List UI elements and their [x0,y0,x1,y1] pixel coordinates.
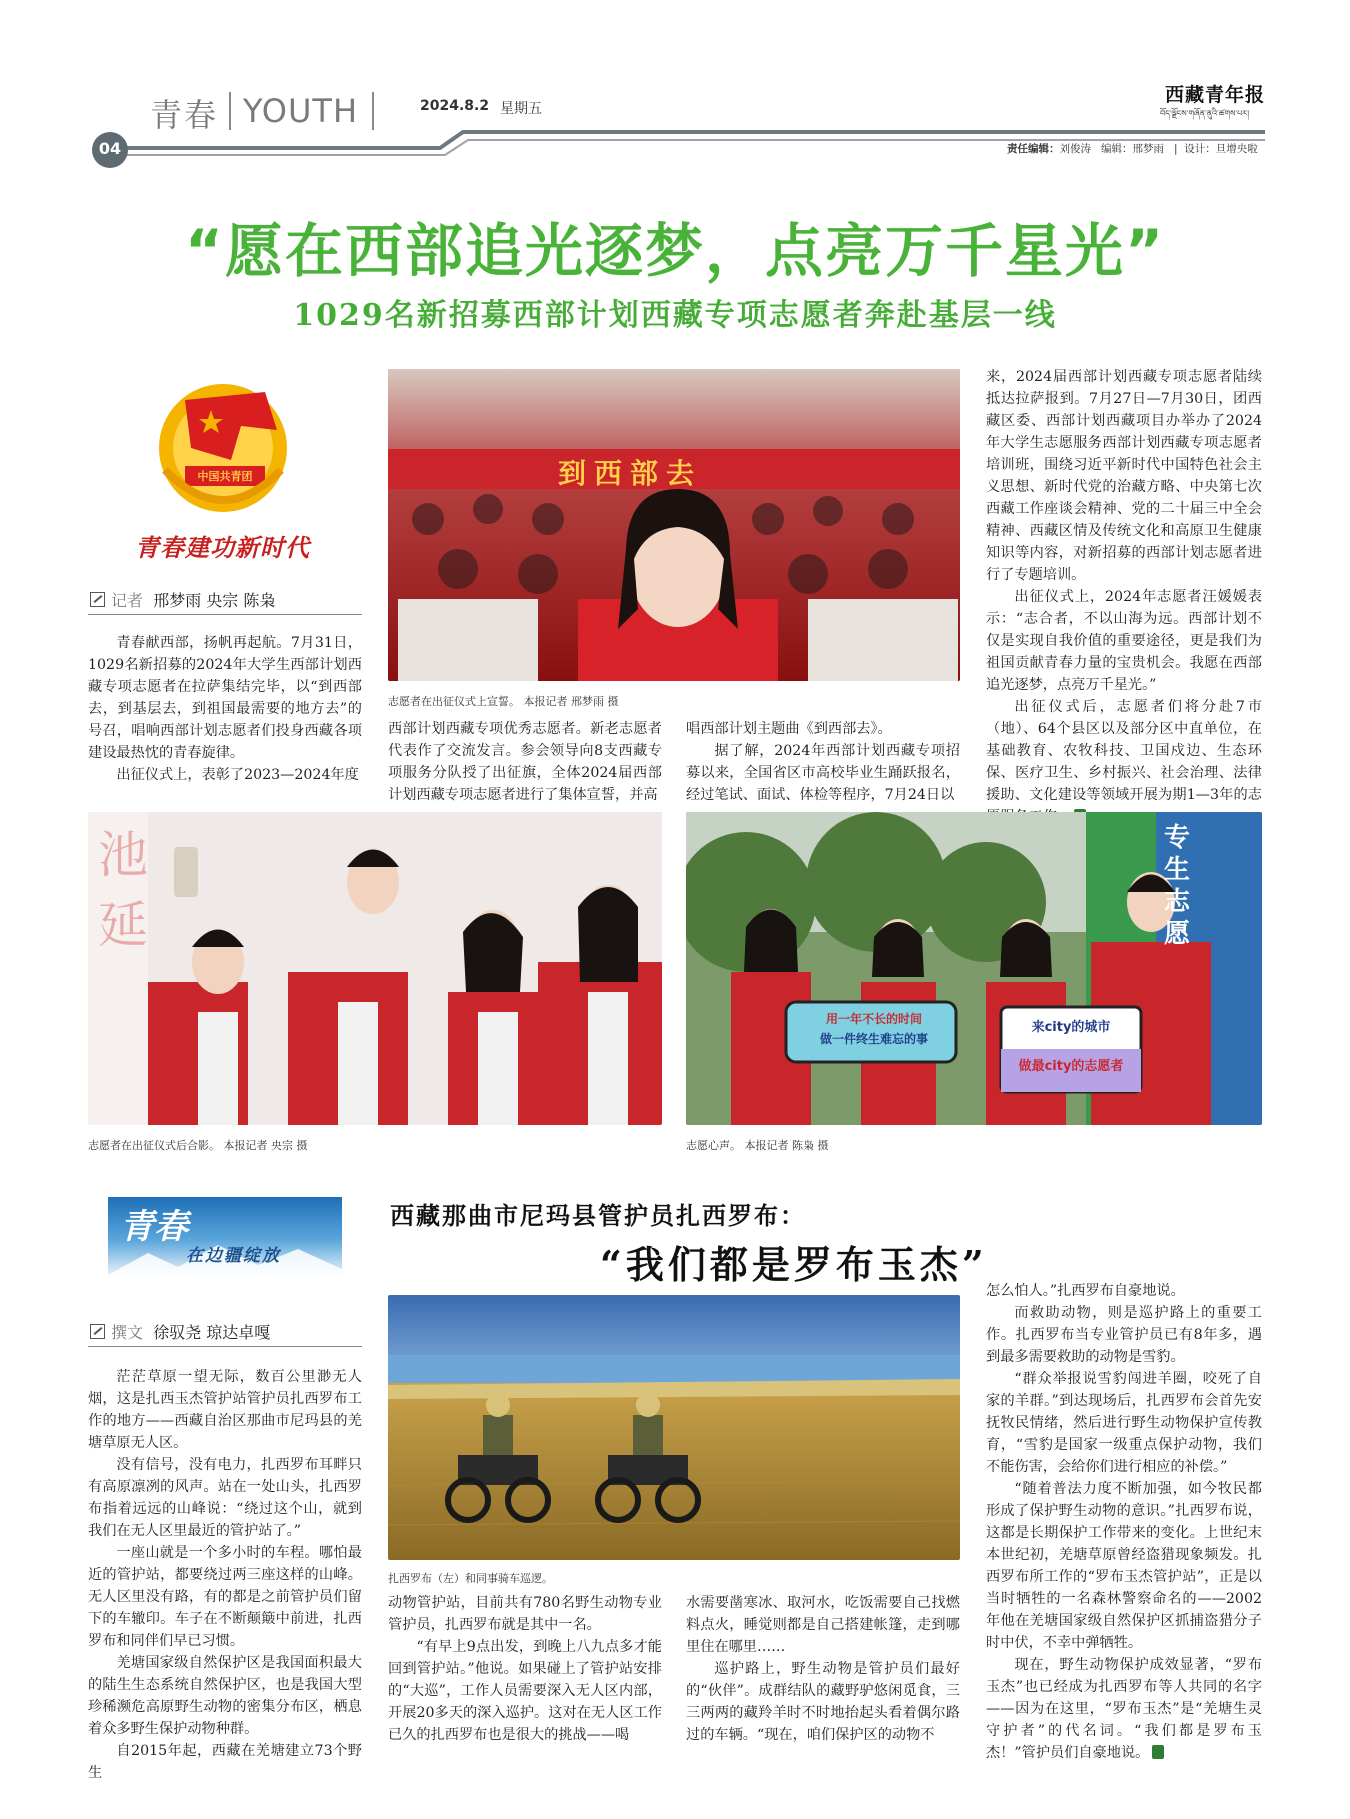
story1-column-1 [88,632,362,786]
paragraph: 出征仪式上，表彰了2023—2024年度 [116,767,359,783]
photo-volunteers-oath [388,369,960,681]
story2-column-1 [88,1366,362,1784]
paragraph: “群众举报说雪豹闯进羊圈，咬死了自家的羊群。”到达现场后，扎西罗布会首先安抚牧民情绪，然后进行野生动物保护宣传教育，“雪豹是国家一级重点保护动物，我们不能伤害，会给你们进行相应的补偿。” [986,1371,1262,1475]
svg-text:延: 延 [98,896,148,954]
end-mark-icon [1152,1745,1164,1759]
photo-banner-text: 到西部去 [558,457,703,490]
credit-label: 编辑： [1101,143,1133,155]
sign-line: 做最city的志愿者 [1018,1059,1124,1074]
pencil-icon [90,1324,105,1339]
issue-date: 2024.8.2 [420,98,490,114]
page-number: 04 [98,139,122,158]
paragraph: 水需要凿寒冰、取河水，吃饭需要自己找燃料点火，睡觉则都是自己搭建帐篷，走到哪里住在哪里…… [686,1595,960,1655]
credit-name: 旦增央啦 [1215,143,1258,155]
paragraph: 西部计划西藏专项优秀志愿者。新老志愿者代表作了交流发言。参会领导向8支西藏专项服务分队授了出征旗，全体2024届西部计划西藏专项志愿者进行了集体宣誓，并高 [388,721,662,803]
story1-subheadline: 1029名新招募西部计划西藏专项志愿者奔赴基层一线 [293,298,1057,333]
paper-masthead-tibetan: བོད་ལྗོངས་གཞོན་ནུའི་ཚགས་པར། [1160,109,1249,118]
photo-volunteer-voices [686,812,1262,1125]
paper-masthead: 西藏青年报 [1165,84,1266,106]
byline-tag: 记者 [111,591,144,610]
communist-youth-league-emblem [145,370,305,520]
paragraph: 巡护路上，野生动物是管护员们最好的“伙伴”。成群结队的藏野驴悠闲觅食，三三两两的藏羚羊时不时地抬起头看着偶尔路过的车辆。“现在，咱们保护区的动物不 [686,1661,960,1743]
paragraph: 自2015年起，西藏在羌塘建立73个野生 [88,1743,362,1781]
section-title-en: YOUTH [243,92,359,130]
story1-column-3 [686,718,960,806]
photo-caption: 志愿者在出征仪式后合影。 本报记者 央宗 摄 [88,1139,308,1152]
credit-name: 邢梦雨 [1132,143,1165,155]
byline-rule [88,614,362,615]
byline-tag: 撰文 [111,1323,144,1342]
svg-text:池: 池 [98,826,148,884]
byline-rule [88,1346,362,1347]
issue-weekday: 星期五 [500,101,542,117]
paragraph [986,1654,1262,1764]
story1-column-4 [986,366,1262,828]
pencil-icon [90,592,105,607]
column-logo-title: 青春 [120,1207,188,1247]
paragraph: “随着普法力度不断加强，如今牧民都形成了保护野生动物的意识。”扎西罗布说，这都是长期保护工作带来的变化。上世纪末本世纪初，羌塘草原曾经盗猎现象频发。扎西罗布所工作的“罗布玉杰管护站”，正是以当时牺牲的一名森林警察命名的——2002年他在羌塘国家级自然保护区抓捕盗猎分子时中伏，不幸中弹牺牲。 [986,1481,1262,1651]
byline-names: 徐驭尧 琼达卓嘎 [153,1323,271,1342]
story2-headline: “我们都是罗布玉杰” [600,1242,988,1287]
sign-line: 用一年不长的时间 [825,1012,922,1026]
paragraph: 唱西部计划主题曲《到西部去》。 [686,721,892,737]
column-logo-subtitle: 在边疆绽放 [186,1246,281,1266]
section-title-cn: 青春 [150,96,219,134]
paragraph [986,696,1262,828]
sign-text [1004,1016,1138,1074]
sign-line: 来city的城市 [1031,1020,1111,1035]
paragraph-text: 出征仪式后，志愿者们将分赴7市（地）、64个县区以及部分区中直单位，在基础教育、农牧科技、卫国戍边、生态环保、医疗卫生、乡村振兴、社会治理、法律援助、文化建设等领域开展为期1—3年的志 [986,699,1262,803]
paragraph: 出征仪式上，2024年志愿者汪媛媛表示：“志合者，不以山海为远。西部计划不仅是实现自我价值的重要途径，更是我们为祖国贡献青春力量的宝贵机会。我愿在西部追光逐梦，点亮万千星光。” [986,589,1262,693]
story2-column-2 [388,1592,662,1746]
paragraph: 一座山就是一个多小时的车程。哪怕最近的管护站，都要绕过两三座这样的山峰。无人区里没有路，有的都是之前管护员们留下的车辙印。车子在不断颠簸中前进，扎西罗布和同伴们早已习惯。 [88,1545,362,1649]
paragraph: 来，2024届西部计划西藏专项志愿者陆续抵达拉萨报到。7月27日—7月30日，团西藏区委、西部计划西藏项目办举办了2024年大学生志愿服务西部计划西藏专项志愿者培训班，围绕习近平新时代中国特色社会主义思想、新时代党的治藏方略、中央第七次西藏工作座谈会精神、党的二十届三中全会精神、西藏区情及传统文化和高原卫生健康知识等内容，对新招募的西部计划志愿者进行了专题培训。 [986,369,1262,583]
credit-name: 刘俊涛 [1059,143,1091,155]
emblem-ribbon-text: 中国共青团 [197,470,253,483]
paragraph: 没有信号，没有电力，扎西罗布耳畔只有高原凛冽的风声。站在一处山头，扎西罗布指着远远的山峰说：“绕过这个山，就到我们在无人区里最近的管护站了。” [88,1457,362,1539]
credit-label: 设计： [1184,143,1216,155]
paragraph-text: 现在，野生动物保护成效显著，“罗布玉杰”也已经成为扎西罗布等人共同的名字——因为在这里，“罗布玉杰”是“羌塘生灵守护者”的代名词。“我们都是罗布玉杰！”管护员们自豪地说。 [986,1657,1262,1761]
story1-headline: “愿在西部追光逐梦，点亮万千星光” [184,217,1166,285]
paragraph: “有早上9点出发，到晚上八九点多才能回到管护站。”他说。如果碰上了管护站安排的“大巡”，工作人员需要深入无人区内部，开展20多天的深入巡护。这对在无人区工作已久的扎西罗布也是很大的挑战——喝 [388,1639,662,1743]
credit-label: 责任编辑： [1007,143,1060,155]
paragraph: 动物管护站，目前共有780名野生动物专业管护员，扎西罗布就是其中一名。 [388,1595,662,1633]
story1-column-2 [388,718,662,806]
paragraph: 而救助动物，则是巡护路上的重要工作。扎西罗布当专业管护员已有8年多，遇到最多需要救助的动物是雪豹。 [986,1305,1262,1365]
paragraph: 茫茫草原一望无际，数百公里渺无人烟，这是扎西玉杰管护站管护员扎西罗布工作的地方——西藏自治区那曲市尼玛县的羌塘草原无人区。 [88,1369,362,1451]
paragraph: 青春献西部，扬帆再起航。7月31日，1029名新招募的2024年大学生西部计划西藏专项志愿者在拉萨集结完毕，以“到西部去，到基层去，到祖国最需要的地方去”的号召，唱响西部计划志愿者们投身西藏各项建设最热忱的青春旋律。 [88,635,362,761]
story2-column-4 [986,1280,1262,1764]
story2-byline [90,1320,270,1343]
paragraph: 怎么怕人。”扎西罗布自豪地说。 [986,1283,1185,1299]
story1-byline [90,588,275,611]
photo-banner-text: 专 生志愿 [1164,823,1191,949]
byline-names: 邢梦雨 央宗 陈枭 [153,591,276,610]
photo-caption: 志愿者在出征仪式上宣誓。 本报记者 邢梦雨 摄 [388,695,619,708]
paragraph: 据了解，2024年西部计划西藏专项招募以来，全国省区市高校毕业生踊跃报名，经过笔试、面试、体检等程序，7月24日以 [686,743,960,803]
story2-column-3 [686,1592,960,1746]
sign-line: 做一件终生难忘的事 [819,1032,928,1046]
paragraph: 羌塘国家级自然保护区是我国面积最大的陆生生态系统自然保护区，也是我国大型珍稀濒危高原野生动物的密集分布区，栖息着众多野生保护动物种群。 [88,1655,362,1737]
story2-kicker: 西藏那曲市尼玛县管护员扎西罗布： [390,1201,806,1230]
sign-text [794,1009,954,1049]
column-logo-box [108,1197,342,1275]
photo-volunteers-selfie [88,812,662,1125]
credits-line: 责任编辑：刘俊涛 编辑：邢梦雨 | 设计：旦增央啦 [1007,143,1258,155]
emblem-slogan: 青春建功新时代 [135,533,310,562]
photo-caption: 志愿心声。 本报记者 陈枭 摄 [686,1139,829,1152]
photo-caption: 扎西罗布（左）和同事骑车巡逻。 [388,1572,553,1585]
photo-patrol-motorbikes [388,1295,960,1560]
